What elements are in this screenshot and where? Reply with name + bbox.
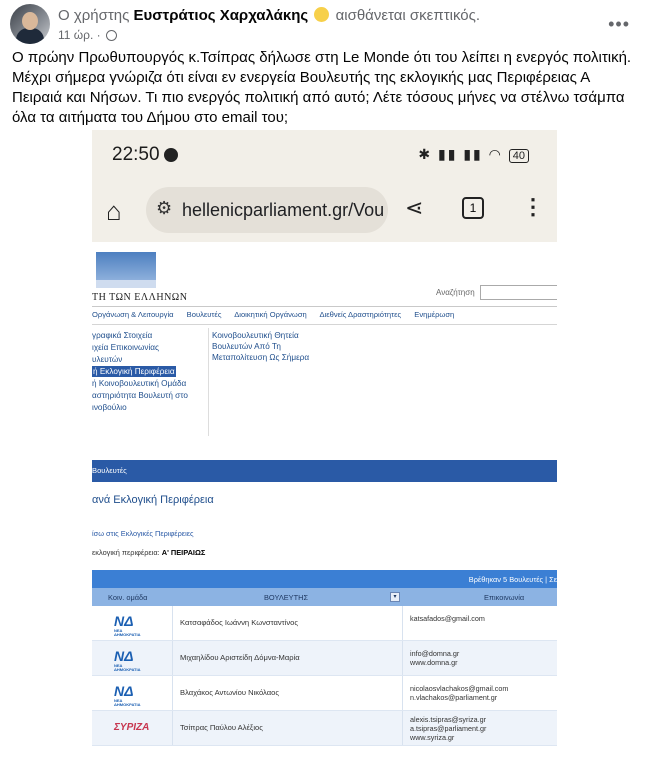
post-meta: 11 ώρ. · <box>58 28 117 42</box>
globe-icon[interactable] <box>106 30 117 41</box>
post-header <box>10 4 640 44</box>
col-mp: ΒΟΥΛΕΥΤΗΣ <box>264 593 309 602</box>
sub-menu-line: Βουλευτών Από Τη <box>212 342 281 351</box>
table-header <box>92 588 557 606</box>
side-menu-item: αστηριότητα Βουλευτή στο <box>92 391 188 400</box>
sort-icon: ▾ <box>390 592 400 602</box>
sub-menu-line: Κοινοβουλευτική Θητεία <box>212 331 299 340</box>
results-bar <box>92 570 557 588</box>
col-contact: Επικοινωνία <box>484 593 525 602</box>
menu-kebab-icon: ⋮ <box>522 194 544 219</box>
tabs-icon: 1 <box>462 197 484 219</box>
side-menu-item: ιχεία Επικοινωνίας <box>92 343 159 352</box>
phone-time: 22:50 <box>112 144 160 165</box>
battery-icon: 40 <box>509 149 529 163</box>
nav-item: Βουλευτές <box>186 310 222 319</box>
side-menu-item: γραφικά Στοιχεία <box>92 331 153 340</box>
thinking-emoji-icon <box>314 7 329 22</box>
url-text: hellenicparliament.gr/Vou <box>182 200 385 220</box>
table-row <box>92 711 557 746</box>
mp-contact: info@domna.gr www.domna.gr <box>410 649 460 667</box>
syriza-logo: ΣΥΡΙΖΑ <box>114 722 150 733</box>
table-row <box>92 606 557 641</box>
filter-label: εκλογική περιφέρεια: <box>92 548 160 557</box>
search-label: Αναζήτηση <box>436 288 475 297</box>
side-menu-item: ινοβούλιο <box>92 403 127 412</box>
address-bar <box>146 187 388 233</box>
table-row <box>92 641 557 676</box>
sub-menu-line: Μεταπολίτευση Ως Σήμερα <box>212 353 310 362</box>
post-header-line <box>58 7 480 24</box>
page-heading: ανά Εκλογική Περιφέρεια <box>92 494 214 506</box>
mp-name: Τσίπρας Παύλου Αλέξιος <box>180 723 263 732</box>
attached-screenshot[interactable] <box>92 130 557 748</box>
post-text <box>12 48 636 128</box>
nav-item: Οργάνωση & Λειτουργία <box>92 310 174 319</box>
feeling-text: αισθάνεται σκεπτικός. <box>335 7 481 24</box>
mp-contact: katsafados@gmail.com <box>410 614 485 623</box>
nd-logo: ΝΔ ΝΕΑ ΔΗΜΟΚΡΑΤΙΑ <box>114 613 141 637</box>
more-options-button[interactable]: ••• <box>608 14 630 34</box>
phone-status-bar <box>92 130 557 182</box>
browser-toolbar <box>92 182 557 242</box>
post-time[interactable]: 11 ώρ. <box>58 28 94 42</box>
col-party: Κοιν. ομάδα <box>108 593 148 602</box>
messenger-icon <box>164 148 178 162</box>
divider <box>92 306 557 307</box>
nav-item: Διοικητική Οργάνωση <box>234 310 307 319</box>
side-menu-item-active: ή Εκλογική Περιφέρεια <box>93 367 175 376</box>
sub-menu <box>212 330 352 363</box>
section-title: Βουλευτές <box>92 466 127 475</box>
site-title: ΤΗ ΤΩΝ ΕΛΛΗΝΩΝ <box>92 292 188 303</box>
author-name[interactable]: Ευστράτιος Χαρχαλάκης <box>133 7 309 24</box>
system-icons: ✱ ▮▮ ▮▮ ◠ 40 <box>418 146 529 163</box>
search-input <box>480 285 557 300</box>
side-menu-item: ή Κοινοβουλευτική Ομάδα <box>92 379 187 388</box>
parliament-logo <box>96 252 156 288</box>
home-icon: ⌂ <box>106 196 122 226</box>
divider <box>92 324 557 325</box>
mp-contact: nicolaosvlachakos@gmail.com n.vlachakos@parliament.gr <box>410 684 509 702</box>
post-body: Ο πρώην Πρωθυπουργός κ.Τσίπρας δήλωσε στη Le Monde ότι του λείπει η ενεργός πολιτική. Μέχρι σήμερα γνώριζα ότι είναι εν ενεργεία Βουλευτής της εκλογικής μας Περιφέρειας Α Πειραιά και Νήσων. Τι πιο ενεργός πολιτική από αυτό; Λέτε τόσους μήνες να στέλνω τσάμπα όλα τα αιτήματα του Δήμου στο email του; <box>12 49 632 126</box>
mp-contact: alexis.tsipras@syriza.gr a.tsipras@parliament.gr www.syriza.gr <box>410 715 487 742</box>
nav-item: Διεθνείς Δραστηριότητες <box>319 310 402 319</box>
nav-item: Ενημέρωση <box>414 310 455 319</box>
nd-logo: ΝΔ ΝΕΑ ΔΗΜΟΚΡΑΤΙΑ <box>114 683 141 707</box>
header-prefix: Ο χρήστης <box>58 7 130 24</box>
parliament-page <box>92 242 557 748</box>
mp-name: Κατσαφάδος Ιωάννη Κωνσταντίνος <box>180 618 299 627</box>
back-link: ίσω στις Εκλογικές Περιφέρειες <box>92 529 194 538</box>
mp-name: Βλαχάκος Αντωνίου Νικόλαος <box>180 688 280 697</box>
side-menu-item: υλευτών <box>92 355 123 364</box>
filter-line <box>92 548 205 557</box>
mp-name: Μιχαηλίδου Αριστείδη Δόμνα-Μαρία <box>180 653 300 662</box>
main-nav <box>92 310 465 319</box>
site-settings-icon: ⚙ <box>156 198 173 218</box>
side-menu <box>92 330 210 414</box>
share-icon: ⋖ <box>405 195 424 220</box>
table-row <box>92 676 557 711</box>
section-bar <box>92 460 557 482</box>
avatar[interactable] <box>10 4 50 44</box>
results-count: Βρέθηκαν 5 Βουλευτές | Σε <box>468 575 557 584</box>
nd-logo: ΝΔ ΝΕΑ ΔΗΜΟΚΡΑΤΙΑ <box>114 648 141 672</box>
divider <box>208 328 209 436</box>
filter-value: Α' ΠΕΙΡΑΙΩΣ <box>161 548 206 557</box>
